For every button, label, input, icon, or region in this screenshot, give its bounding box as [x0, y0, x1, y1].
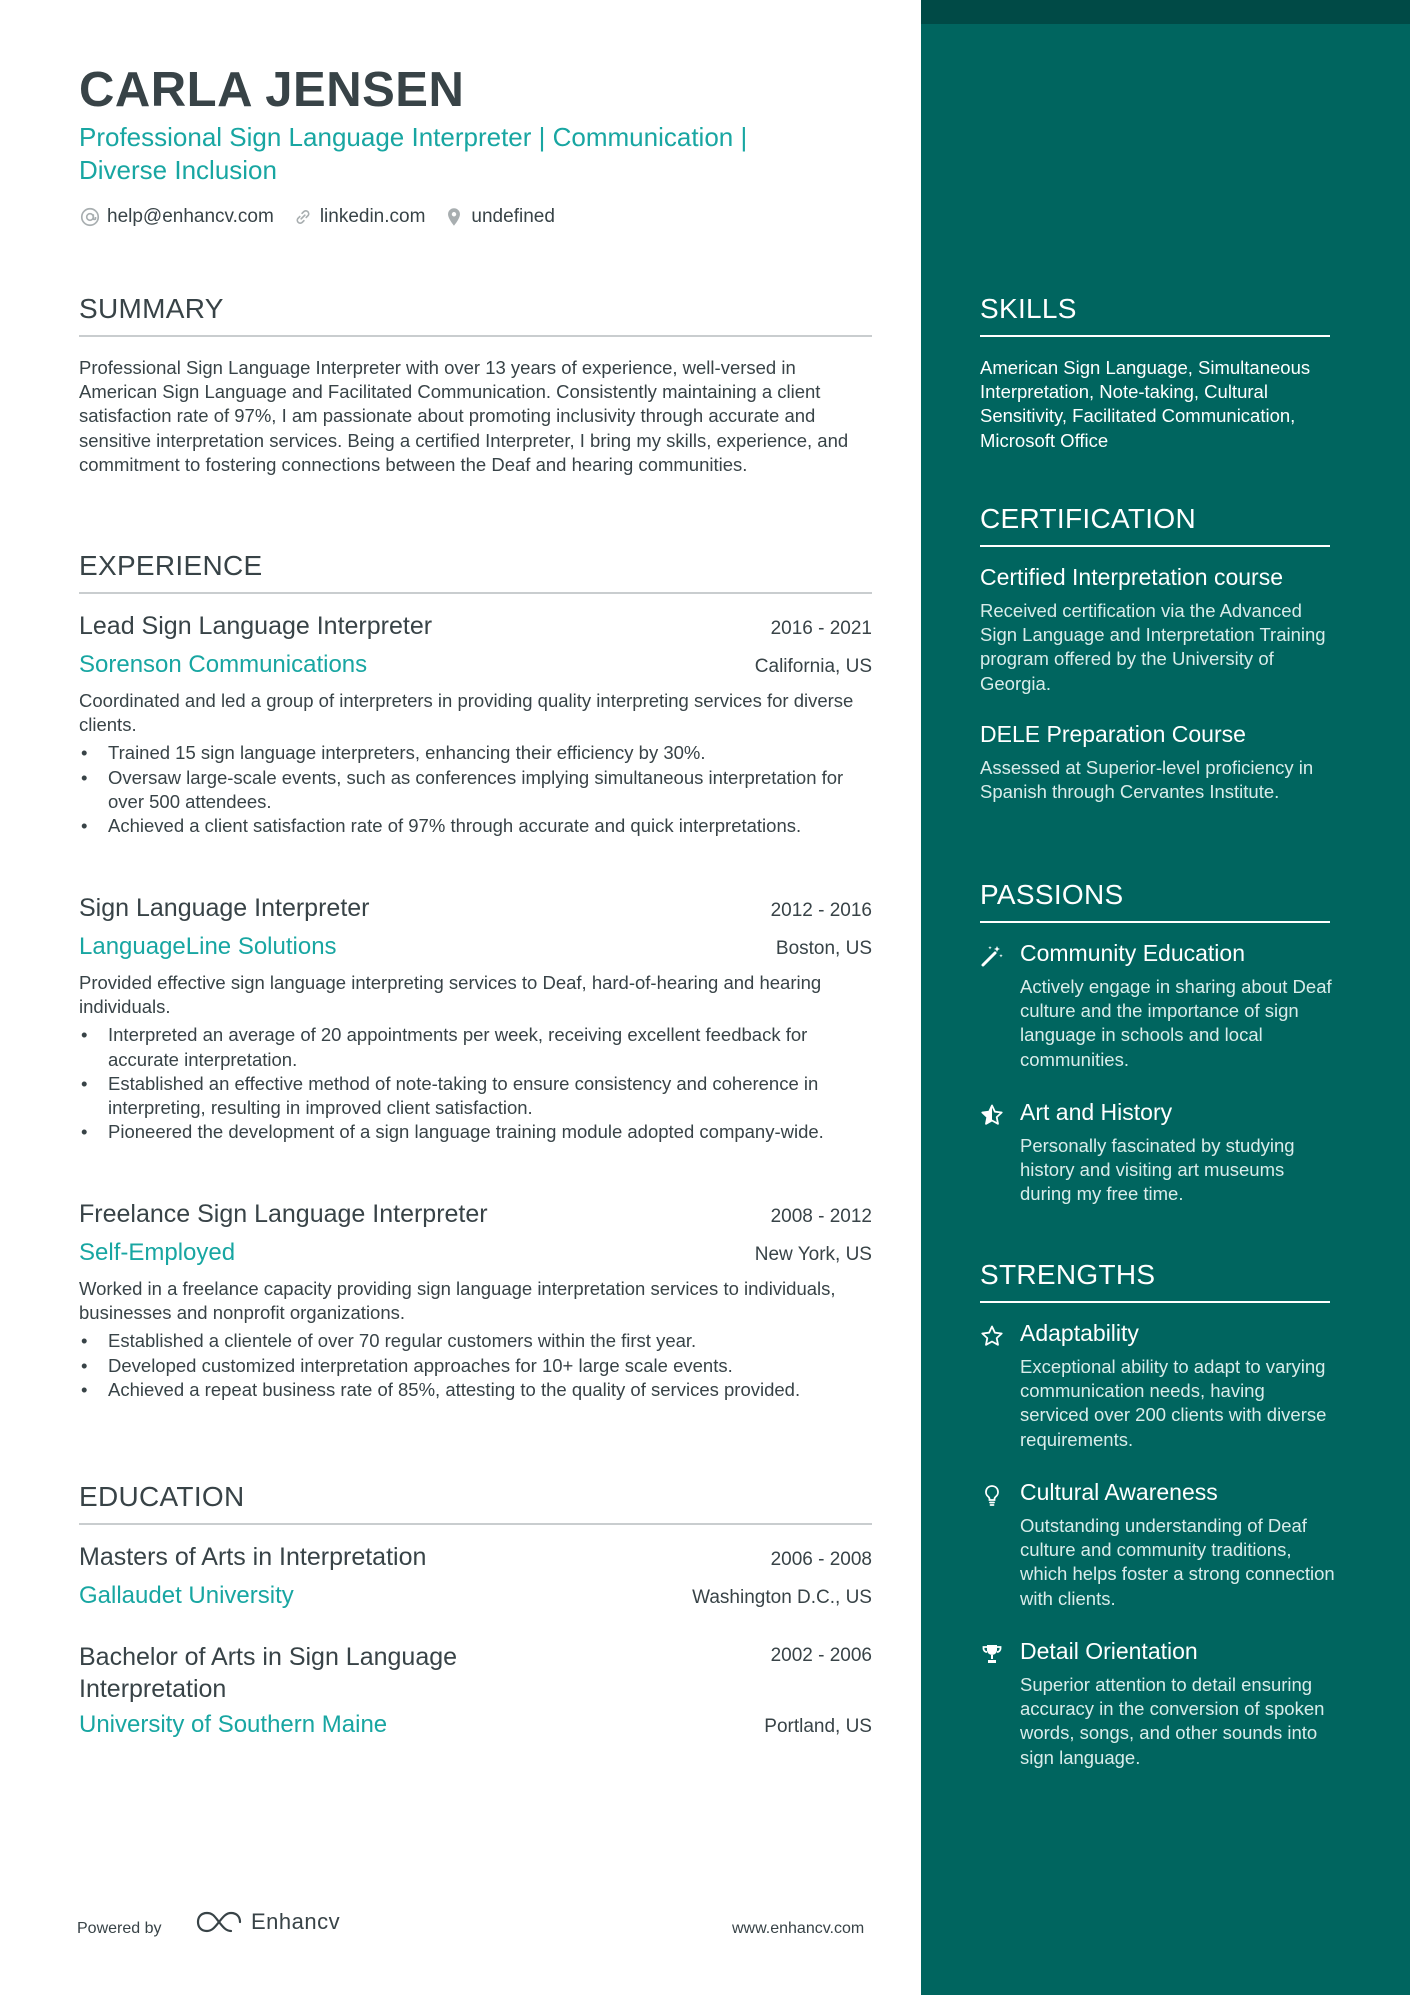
edu-dates: 2006 - 2008: [770, 1549, 872, 1570]
strength-title: Cultural Awareness: [1020, 1479, 1218, 1505]
job-location: California, US: [754, 656, 872, 677]
strength-description: Superior attention to detail ensuring accuracy in the conversion of spoken words, songs, and other sounds into sign language.: [1020, 1674, 1325, 1768]
edu-school: University of Southern Maine: [79, 1711, 388, 1738]
job-company: Sorenson Communications: [79, 651, 368, 678]
edu-location: Washington D.C., US: [692, 1587, 872, 1608]
linkedin-text: linkedin.com: [319, 206, 426, 227]
passion-title: Community Education: [1020, 940, 1245, 966]
job-bullet: • Interpreted an average of 20 appointments per week, receiving excellent feedback for accurate interpretation.: [79, 1023, 872, 1071]
education-heading: EDUCATION: [79, 1481, 872, 1525]
passion-title: Art and History: [1020, 1099, 1173, 1125]
certification-description: Received certification via the Advanced Sign Language and Interpretation Training program offered by the University of Georgia.: [980, 600, 1326, 694]
passions-heading: PASSIONS: [980, 879, 1330, 923]
job-dates: 2016 - 2021: [770, 618, 872, 639]
lightbulb-icon: [980, 1483, 1004, 1507]
job-role: Freelance Sign Language Interpreter: [79, 1200, 488, 1228]
email-text: help@enhancv.com: [107, 206, 274, 227]
enhancv-logo[interactable]: [195, 1909, 340, 1935]
job-role: Sign Language Interpreter: [79, 894, 370, 922]
star-outline-icon: [980, 1324, 1004, 1348]
job-dates: 2008 - 2012: [770, 1206, 872, 1227]
passion-description: Actively engage in sharing about Deaf culture and the importance of sign language in schools and local communities.: [1020, 976, 1332, 1070]
edu-dates: 2002 - 2006: [770, 1645, 872, 1666]
strengths-heading: STRENGTHS: [980, 1259, 1330, 1303]
education-entry: [79, 1543, 872, 1610]
strength-item: [980, 1320, 1335, 1452]
job-bullet: • Established an effective method of note-taking to ensure consistency and coherence in interpreting, resulting in improved client satisfaction.: [79, 1072, 872, 1120]
website-link[interactable]: www.enhancv.com: [732, 1920, 865, 1937]
summary-text: Professional Sign Language Interpreter with over 13 years of experience, well-versed in American Sign Language and Facilitated Communication. Consistently maintaining a client satisfaction rate of 97%, I am passionate about promoting inclusivity through accurate and sensitive interpretation services. Being a certified Interpreter, I bring my skills, experience, and commitment to fostering connections between the Deaf and hearing communities.: [79, 357, 849, 475]
certification-item: [980, 564, 1335, 696]
at-icon: [79, 206, 101, 228]
job-bullet: • Pioneered the development of a sign language training module adopted company-wide.: [79, 1120, 872, 1144]
contact-location: [443, 206, 554, 228]
skills-heading: SKILLS: [980, 293, 1330, 337]
experience-entry: [79, 894, 872, 1144]
certification-title: Certified Interpretation course: [980, 564, 1283, 590]
job-description: Coordinated and led a group of interpreters in providing quality interpreting services for diverse clients.: [79, 690, 854, 736]
strength-description: Outstanding understanding of Deaf culture and community traditions, which helps foster a strong connection with clients.: [1020, 1515, 1335, 1609]
star-half-icon: [980, 1103, 1004, 1127]
strength-description: Exceptional ability to adapt to varying communication needs, having serviced over 200 clients with diverse requirements.: [1020, 1356, 1327, 1450]
job-bullet: • Trained 15 sign language interpreters, enhancing their efficiency by 30%.: [79, 741, 872, 765]
certification-item: [980, 721, 1335, 804]
contact-email[interactable]: [79, 206, 274, 228]
edu-school: Gallaudet University: [79, 1582, 294, 1609]
edu-location: Portland, US: [764, 1716, 872, 1737]
job-bullets: [79, 741, 872, 838]
job-company: LanguageLine Solutions: [79, 933, 337, 960]
location-pin-icon: [443, 206, 465, 228]
education-entry: [79, 1641, 872, 1739]
experience-entry: [79, 1200, 872, 1402]
job-bullet: • Achieved a client satisfaction rate of 97% through accurate and quick interpretations.: [79, 814, 872, 838]
enhancv-logo-icon: [195, 1909, 243, 1935]
edu-degree: Masters of Arts in Interpretation: [79, 1543, 427, 1571]
summary-heading: SUMMARY: [79, 293, 872, 337]
powered-by-label: Powered by: [77, 1920, 162, 1937]
experience-entry: [79, 612, 872, 838]
strength-item: [980, 1479, 1335, 1611]
job-dates: 2012 - 2016: [770, 900, 872, 921]
certification-description: Assessed at Superior-level proficiency in Spanish through Cervantes Institute.: [980, 757, 1314, 803]
contact-info: [79, 206, 573, 228]
job-location: New York, US: [754, 1244, 872, 1265]
sidebar-top-bar: [921, 0, 1410, 24]
certification-heading: CERTIFICATION: [980, 503, 1330, 547]
passion-item: [980, 940, 1335, 1072]
job-bullet: • Achieved a repeat business rate of 85%, attesting to the quality of services provided.: [79, 1378, 872, 1402]
skills-text: American Sign Language, Simultaneous Interpretation, Note-taking, Cultural Sensitivity, Facilitated Communication, Microsoft Office: [980, 357, 1311, 451]
job-bullet: • Developed customized interpretation approaches for 10+ large scale events.: [79, 1354, 872, 1378]
job-company: Self-Employed: [79, 1239, 236, 1266]
certification-title: DELE Preparation Course: [980, 721, 1246, 747]
job-role: Lead Sign Language Interpreter: [79, 612, 433, 640]
candidate-name: CARLA JENSEN: [79, 63, 465, 117]
job-bullet: • Established a clientele of over 70 regular customers within the first year.: [79, 1329, 872, 1353]
job-description: Worked in a freelance capacity providing sign language interpretation services to individuals, businesses and nonprofit organizations.: [79, 1278, 836, 1324]
magic-wand-icon: [980, 944, 1004, 968]
strength-item: [980, 1638, 1335, 1770]
experience-heading: EXPERIENCE: [79, 550, 872, 594]
candidate-title: Professional Sign Language Interpreter | Communication | Diverse Inclusion: [79, 122, 748, 185]
strength-title: Adaptability: [1020, 1320, 1139, 1346]
passion-item: [980, 1099, 1335, 1207]
job-bullets: [79, 1023, 872, 1144]
edu-degree: Bachelor of Arts in Sign Language Interpretation: [79, 1643, 458, 1703]
job-bullets: [79, 1329, 872, 1402]
enhancv-brand-text: Enhancv: [251, 1909, 341, 1934]
strength-title: Detail Orientation: [1020, 1638, 1198, 1664]
location-text: undefined: [471, 206, 555, 227]
passion-description: Personally fascinated by studying history and visiting art museums during my free time.: [1020, 1135, 1295, 1205]
trophy-icon: [980, 1642, 1004, 1666]
link-icon: [292, 206, 314, 228]
job-description: Provided effective sign language interpreting services to Deaf, hard-of-hearing and hearing individuals.: [79, 972, 822, 1018]
job-bullet: • Oversaw large-scale events, such as conferences implying simultaneous interpretation for over 500 attendees.: [79, 766, 872, 814]
contact-linkedin[interactable]: [292, 206, 426, 228]
job-location: Boston, US: [775, 938, 872, 959]
